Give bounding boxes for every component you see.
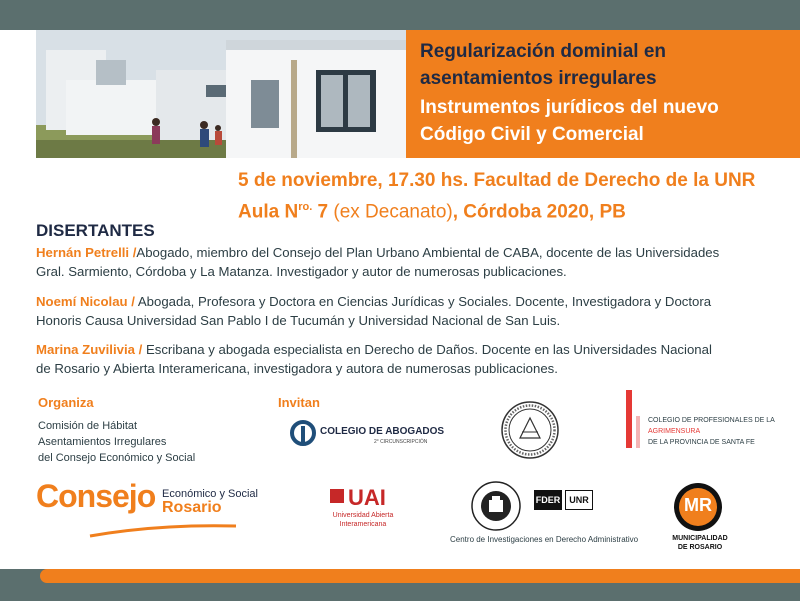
mr-mark: MR [684, 495, 712, 515]
colegio-abogados-sub: 2° CIRCUNSCRIPCIÓN [374, 439, 428, 445]
organiza-line-1: Comisión de Hábitat [38, 420, 138, 432]
consejo-wordmark: Consejo [36, 478, 156, 514]
event-subtitle [420, 94, 790, 148]
title-line-1: Regularización dominial en [420, 41, 666, 62]
speaker-name: Noemí Nicolau / [36, 294, 135, 309]
uai-mark: UAI [348, 485, 386, 510]
subtitle-line-1: Instrumentos jurídicos del nuevo [420, 97, 719, 118]
event-date-place: 5 de noviembre, 17.30 hs. Facultad de Derecho de la UNR [238, 170, 756, 191]
consejo-swoosh [88, 522, 238, 538]
bottom-band-orange [40, 569, 800, 583]
colegio-abogados-logo [290, 420, 450, 448]
organiza-line-3: del Consejo Económico y Social [38, 452, 196, 464]
agrimensura-bar [626, 390, 632, 448]
seal-logo [500, 400, 560, 460]
aula-label: Aula N [238, 201, 299, 223]
title-line-2: asentamientos irregulares [420, 68, 657, 89]
header-photo [36, 30, 406, 158]
speaker-2 [36, 292, 766, 330]
event-details [238, 168, 755, 225]
top-band [0, 0, 800, 30]
bottom-band [0, 583, 800, 601]
speakers-heading: DISERTANTES [36, 221, 155, 240]
municipalidad-line-1: MUNICIPALIDAD [672, 535, 728, 542]
speaker-bio-cont: Gral. Sarmiento, Córdoba y La Matanza. Investigador y autor de numerosas publicaciones. [36, 264, 567, 279]
unr-seal-logo [470, 480, 522, 532]
speaker-bio: Abogada, Profesora y Doctora en Ciencias Jurídicas y Sociales. Docente, Investigadora y Doctora [134, 294, 712, 309]
speaker-bio: Escribana y abogada especialista en Derecho de Daños. Docente en las Universidades Nacional [142, 342, 712, 357]
agrimensura-text [648, 415, 775, 448]
uai-logo [322, 487, 402, 532]
unr-mark: UNR [565, 490, 593, 510]
consejo-sub-1: Económico y Social [162, 488, 258, 500]
uai-text [328, 511, 398, 529]
speaker-bio: Abogado, miembro del Consejo del Plan Urbano Ambiental de CABA, docente de las Universidades [136, 245, 720, 260]
agrimensura-line-3: DE LA PROVINCIA DE SANTA FE [648, 439, 755, 446]
houses-illustration [36, 30, 406, 158]
consejo-logo [36, 478, 266, 538]
event-title [420, 38, 790, 92]
event-address: , Córdoba 2020, PB [452, 201, 626, 223]
agrimensura-line-1: COLEGIO DE PROFESIONALES DE LA [648, 417, 775, 424]
municipalidad-logo [664, 482, 736, 552]
uai-line-2: Interamericana [339, 521, 387, 528]
speaker-3 [36, 340, 766, 378]
agrimensura-logo [626, 390, 796, 470]
event-room [238, 194, 755, 225]
agrimensura-bar-light [636, 416, 640, 448]
municipalidad-text [660, 534, 740, 552]
speaker-name: Marina Zuvilivia / [36, 342, 143, 357]
municipalidad-line-2: DE ROSARIO [677, 544, 723, 551]
fder-mark: FDER [534, 490, 562, 510]
colegio-abogados-name: COLEGIO DE ABOGADOS [320, 426, 445, 437]
colegio-abogados-icon [290, 420, 316, 446]
aula-sup: ro. [298, 201, 313, 213]
uai-line-1: Universidad Abierta [332, 512, 394, 519]
organiza-line-2: Asentamientos Irregulares [38, 436, 167, 448]
organiza-text [38, 418, 195, 466]
consejo-sub-2: Rosario [162, 499, 222, 516]
fder-caption: Centro de Investigaciones en Derecho Administrativo [450, 535, 639, 544]
speaker-1 [36, 243, 766, 281]
speaker-bio-cont: Honoris Causa Universidad San Pablo I de Tucumán y Universidad Nacional de San Luis. [36, 313, 561, 328]
agrimensura-line-2: AGRIMENSURA [648, 428, 701, 435]
fder-logo [534, 490, 594, 512]
invitan-label: Invitan [278, 395, 320, 410]
speaker-name: Hernán Petrelli / [36, 245, 137, 260]
organiza-label: Organiza [38, 395, 94, 410]
aula-number: 7 [312, 201, 334, 223]
speaker-bio-cont: de Rosario y Abierta Interamericana, investigadora y autora de numerosas publicaciones. [36, 361, 558, 376]
subtitle-line-2: Código Civil y Comercial [420, 124, 644, 145]
uai-emblem [330, 489, 344, 503]
aula-note: (ex Decanato) [333, 201, 453, 223]
